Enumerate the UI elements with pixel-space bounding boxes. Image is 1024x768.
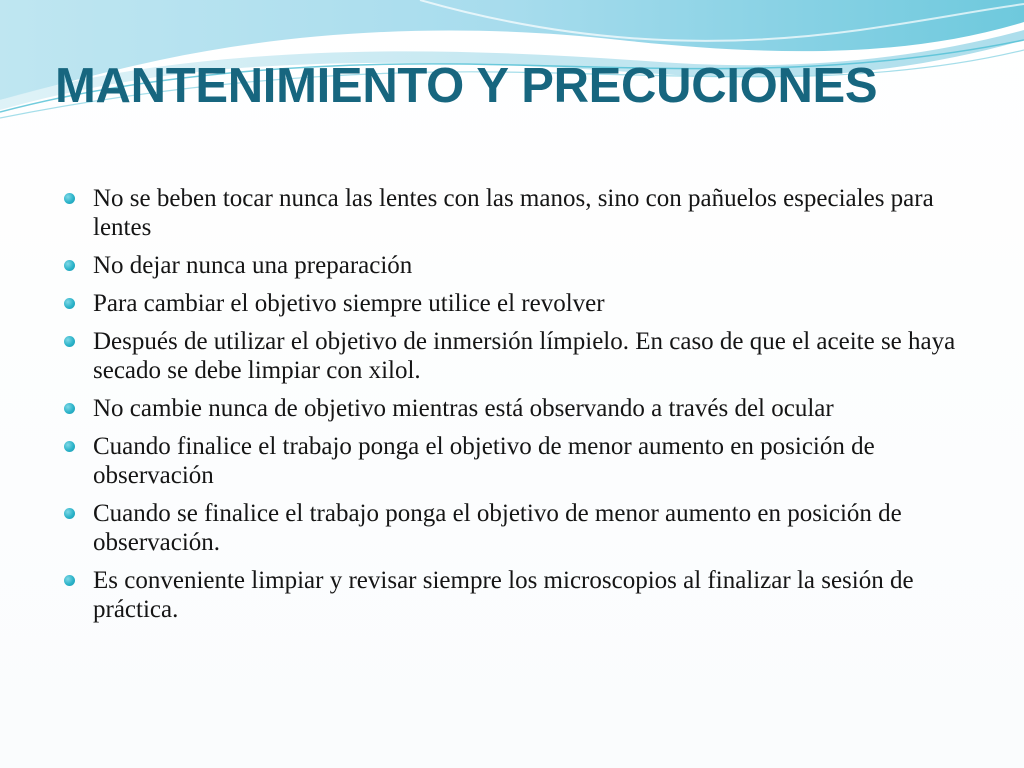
bullet-text: No dejar nunca una preparación bbox=[93, 252, 413, 279]
bullet-item bbox=[60, 566, 970, 624]
bullet-text: Cuando finalice el trabajo ponga el objetivo de menor aumento en posición de observación bbox=[93, 433, 875, 489]
bullet-text: Después de utilizar el objetivo de inmersión límpielo. En caso de que el aceite se haya secado se debe limpiar con xilol. bbox=[93, 328, 956, 384]
bullet-dot-icon bbox=[64, 336, 75, 347]
bullet-item bbox=[60, 184, 970, 242]
bullet-text: Cuando se finalice el trabajo ponga el objetivo de menor aumento en posición de observación. bbox=[93, 500, 902, 556]
bullet-dot-icon bbox=[64, 298, 75, 309]
slide-title: MANTENIMIENTO Y PRECUCIONES bbox=[55, 59, 878, 113]
bullet-text: No se beben tocar nunca las lentes con las manos, sino con pañuelos especiales para lentes bbox=[93, 185, 934, 241]
bullet-text: Es conveniente limpiar y revisar siempre los microscopios al finalizar la sesión de práctica. bbox=[93, 567, 914, 623]
bullet-item bbox=[60, 327, 970, 385]
bullet-item bbox=[60, 251, 970, 280]
bullet-dot-icon bbox=[64, 403, 75, 414]
bullet-item bbox=[60, 432, 970, 490]
bullet-dot-icon bbox=[64, 193, 75, 204]
bullet-item bbox=[60, 394, 970, 423]
bullet-dot-icon bbox=[64, 260, 75, 271]
bullet-dot-icon bbox=[64, 508, 75, 519]
bullet-item bbox=[60, 499, 970, 557]
bullet-dot-icon bbox=[64, 575, 75, 586]
bullet-text: Para cambiar el objetivo siempre utilice el revolver bbox=[93, 290, 605, 317]
bullet-item bbox=[60, 289, 970, 318]
bullet-list bbox=[60, 184, 970, 633]
bullet-dot-icon bbox=[64, 441, 75, 452]
bullet-text: No cambie nunca de objetivo mientras está observando a través del ocular bbox=[93, 395, 834, 422]
